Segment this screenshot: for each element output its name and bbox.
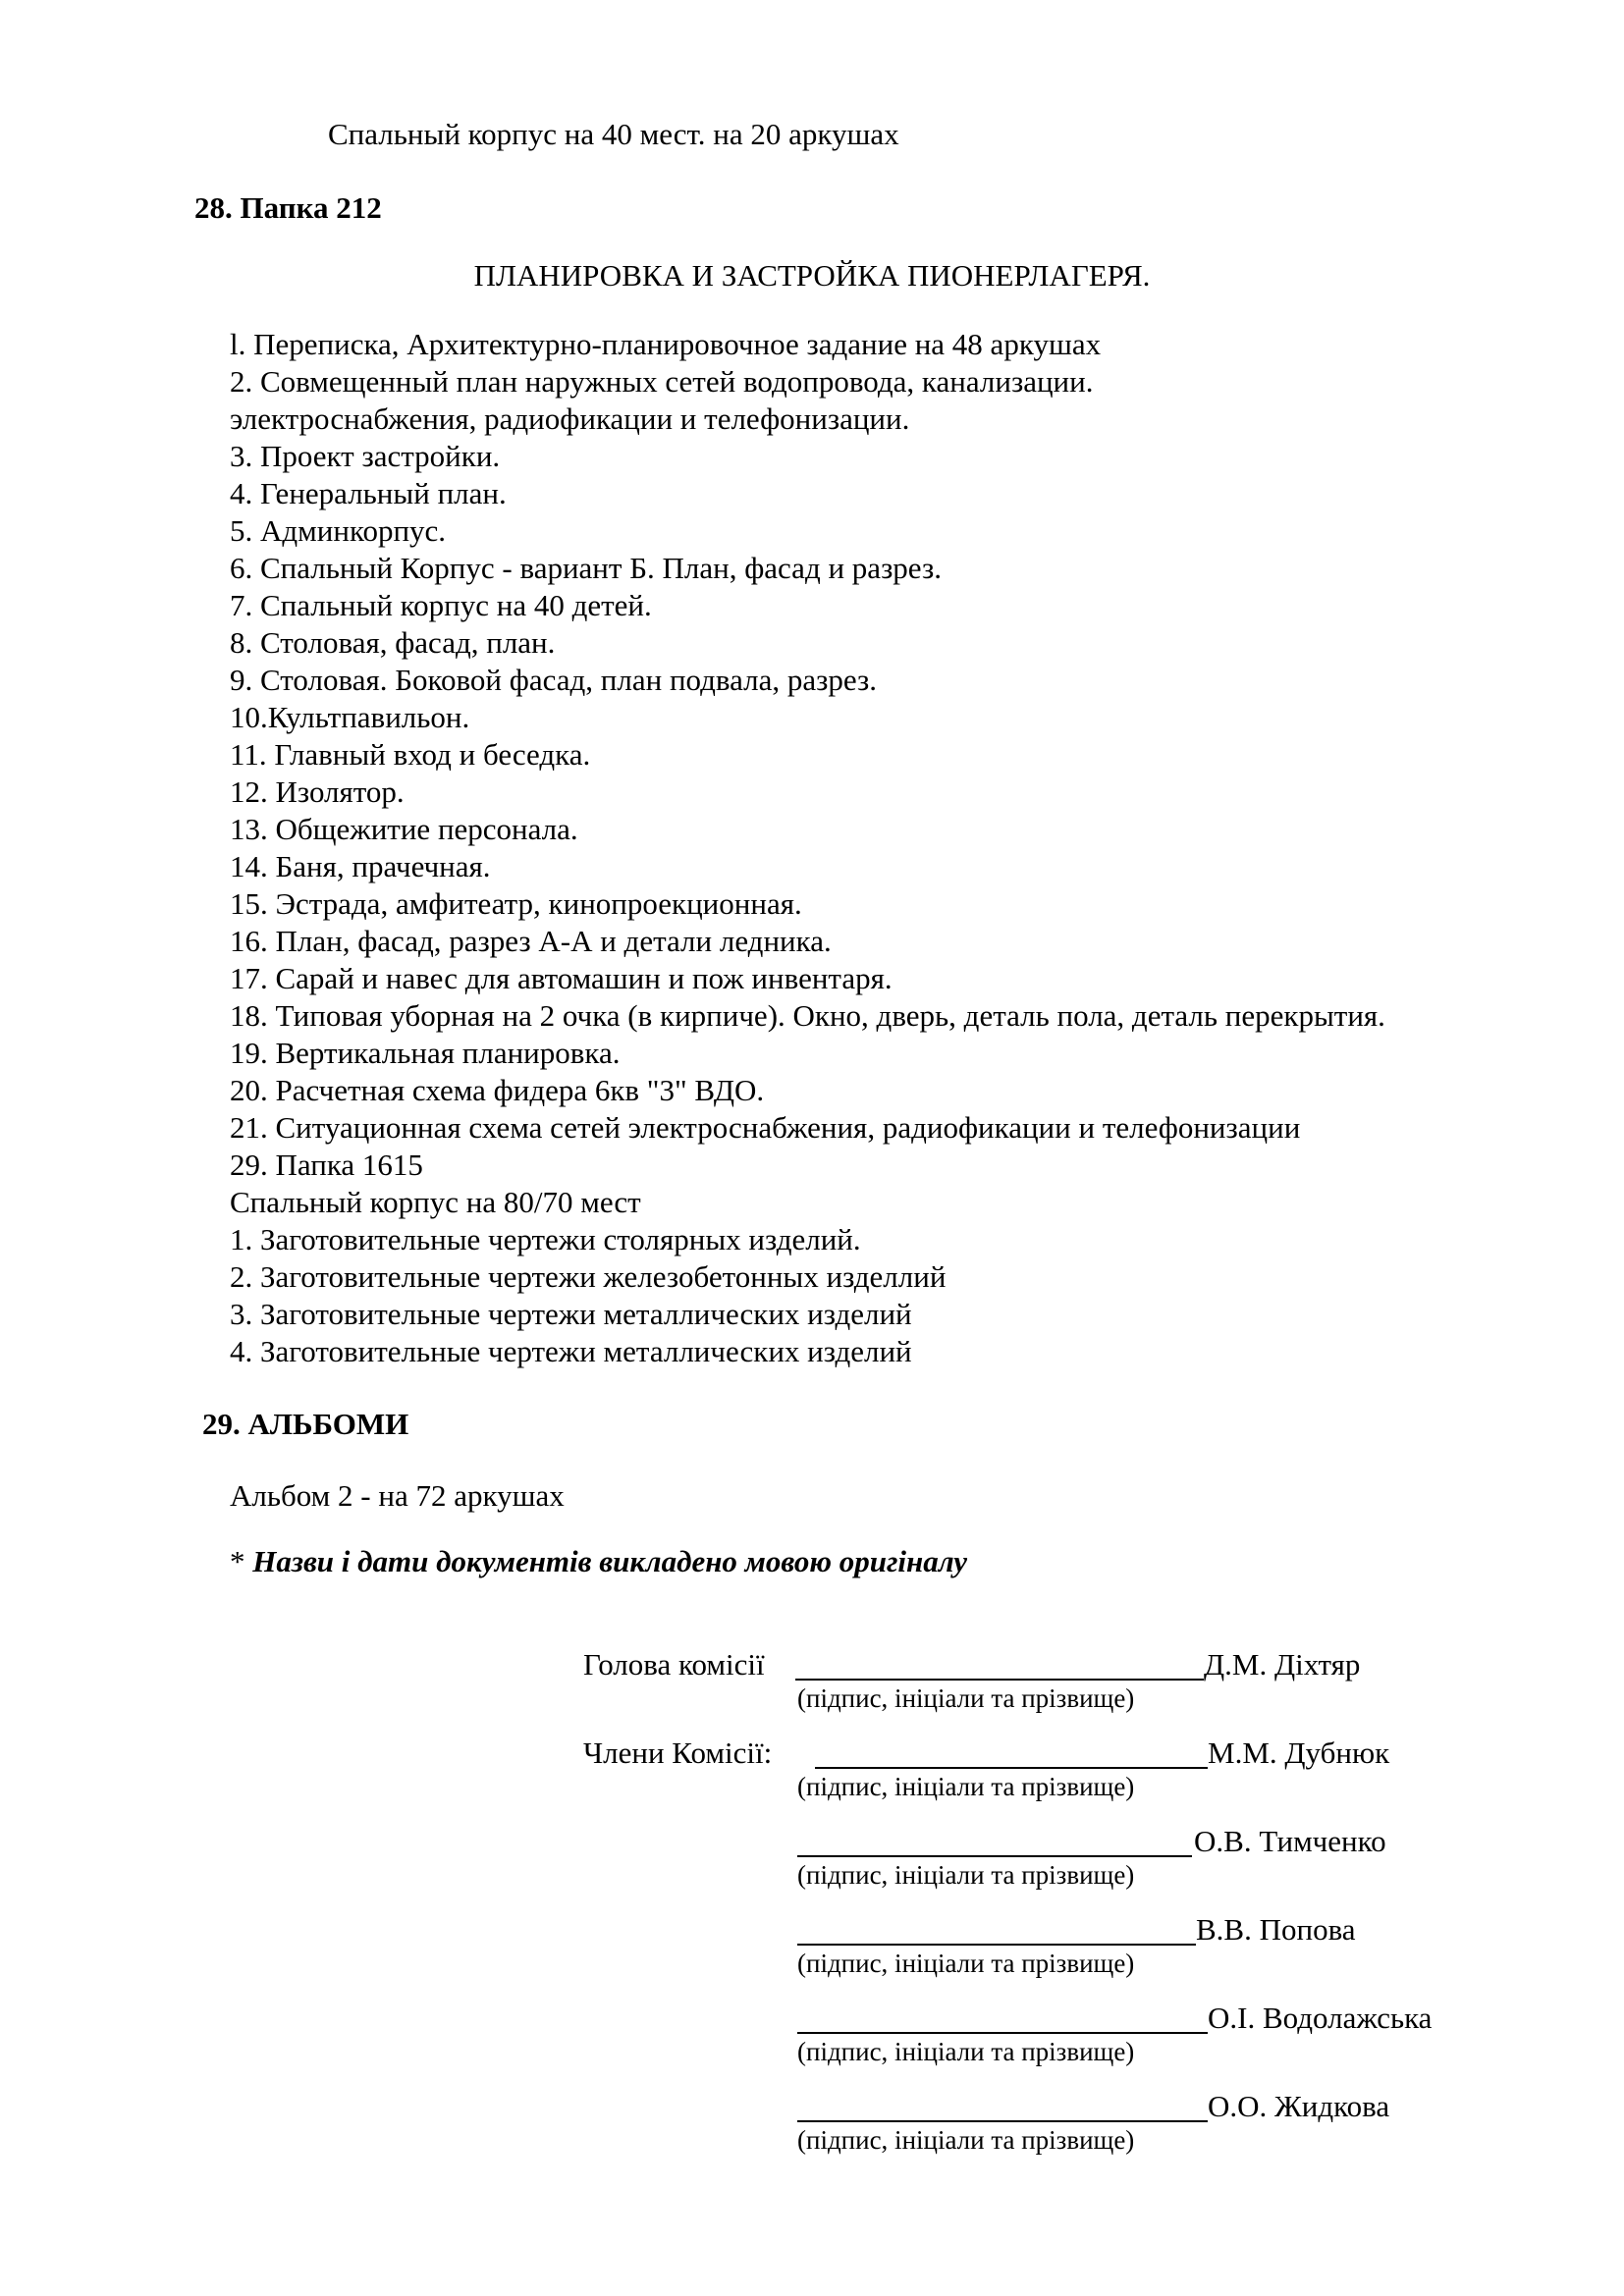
list-item: 29. Папка 1615 bbox=[230, 1148, 423, 1182]
list-item: 3. Заготовительные чертежи металлических изделий bbox=[230, 1297, 912, 1331]
list-item: 4. Заготовительные чертежи металлических изделий bbox=[230, 1334, 912, 1368]
signatory-name: О.О. Жидкова bbox=[1208, 2089, 1390, 2123]
footnote bbox=[230, 1543, 967, 1580]
list-item: 1. Заготовительные чертежи столярных изделий. bbox=[230, 1222, 861, 1256]
footnote-text: Назви і дати документів викладено мовою оригіналу bbox=[252, 1544, 968, 1578]
signature-line bbox=[797, 2120, 1208, 2122]
signatory-name: О.І. Водолажська bbox=[1208, 2001, 1433, 2035]
signatory-name: В.В. Попова bbox=[1196, 1912, 1356, 1947]
list-item: 8. Столовая, фасад, план. bbox=[230, 625, 556, 660]
list-item: 15. Эстрада, амфитеатр, кинопроекционная. bbox=[230, 886, 802, 921]
album-line: Альбом 2 - на 72 аркушах bbox=[230, 1478, 565, 1513]
list-item: 17. Сарай и навес для автомашин и пож инвентаря. bbox=[230, 961, 893, 995]
list-item: 4. Генеральный план. bbox=[230, 476, 507, 510]
list-item: 19. Вертикальная планировка. bbox=[230, 1036, 621, 1070]
signatory-name: М.М. Дубнюк bbox=[1208, 1735, 1390, 1770]
signature-line bbox=[815, 1767, 1208, 1769]
signature-caption: (підпис, ініціали та прізвище) bbox=[797, 1949, 1135, 1978]
signature-label: Голова комісії bbox=[583, 1647, 765, 1682]
header-line: Спальный корпус на 40 мест. на 20 аркушах bbox=[328, 117, 899, 151]
list-item: 7. Спальный корпус на 40 детей. bbox=[230, 588, 652, 622]
list-item: 3. Проект застройки. bbox=[230, 439, 501, 473]
list-item: 12. Изолятор. bbox=[230, 774, 405, 809]
list-item: 5. Админкорпус. bbox=[230, 513, 447, 548]
section-28-heading: 28. Папка 212 bbox=[194, 190, 382, 225]
signature-line bbox=[797, 1944, 1196, 1946]
signatory-name: Д.М. Діхтяр bbox=[1204, 1647, 1361, 1682]
list-item: 6. Спальный Корпус - вариант Б. План, фасад и разрез. bbox=[230, 551, 942, 585]
signature-caption: (підпис, ініціали та прізвище) bbox=[797, 2037, 1135, 2066]
list-item: Спальный корпус на 80/70 мест bbox=[230, 1185, 641, 1219]
list-item: 20. Расчетная схема фидера 6кв "3" ВДО. bbox=[230, 1073, 765, 1107]
signature-caption: (підпис, ініціали та прізвище) bbox=[797, 1772, 1135, 1801]
list-item: 9. Столовая. Боковой фасад, план подвала, разрез. bbox=[230, 663, 878, 697]
signature-line bbox=[797, 2032, 1208, 2034]
signatory-name: О.В. Тимченко bbox=[1194, 1824, 1386, 1858]
list-item: 16. План, фасад, разрез А-А и детали ледника. bbox=[230, 924, 832, 958]
list-item: 2. Заготовительные чертежи железобетонных изделлий bbox=[230, 1259, 947, 1294]
list-item: 11. Главный вход и беседка. bbox=[230, 737, 591, 772]
signature-caption: (підпис, ініціали та прізвище) bbox=[797, 1683, 1135, 1713]
list-item: 10.Культпавильон. bbox=[230, 700, 470, 734]
signature-caption: (підпис, ініціали та прізвище) bbox=[797, 2125, 1135, 2155]
signature-label: Члени Комісії: bbox=[583, 1735, 773, 1770]
list-item: 21. Ситуационная схема сетей электроснабжения, радиофикации и телефонизации bbox=[230, 1110, 1301, 1145]
list-item: электроснабжения, радиофикации и телефонизации. bbox=[230, 401, 910, 436]
section-29-heading: 29. АЛЬБОМИ bbox=[202, 1407, 409, 1441]
list-item: 2. Совмещенный план наружных сетей водопровода, канализации. bbox=[230, 364, 1094, 399]
list-item: 18. Типовая уборная на 2 очка (в кирпиче). Окно, дверь, деталь пола, деталь перекрытия. bbox=[230, 998, 1385, 1033]
list-item: 14. Баня, прачечная. bbox=[230, 849, 491, 883]
signature-line bbox=[795, 1679, 1204, 1681]
signature-line bbox=[797, 1855, 1192, 1857]
list-item: 13. Общежитие персонала. bbox=[230, 812, 578, 846]
list-item: l. Переписка, Архитектурно-планировочное задание на 48 аркушах bbox=[230, 327, 1102, 361]
signature-caption: (підпис, ініціали та прізвище) bbox=[797, 1860, 1135, 1890]
section-28-title: ПЛАНИРОВКА И ЗАСТРОЙКА ПИОНЕРЛАГЕРЯ. bbox=[473, 258, 1151, 293]
footnote-marker: * bbox=[230, 1544, 253, 1578]
